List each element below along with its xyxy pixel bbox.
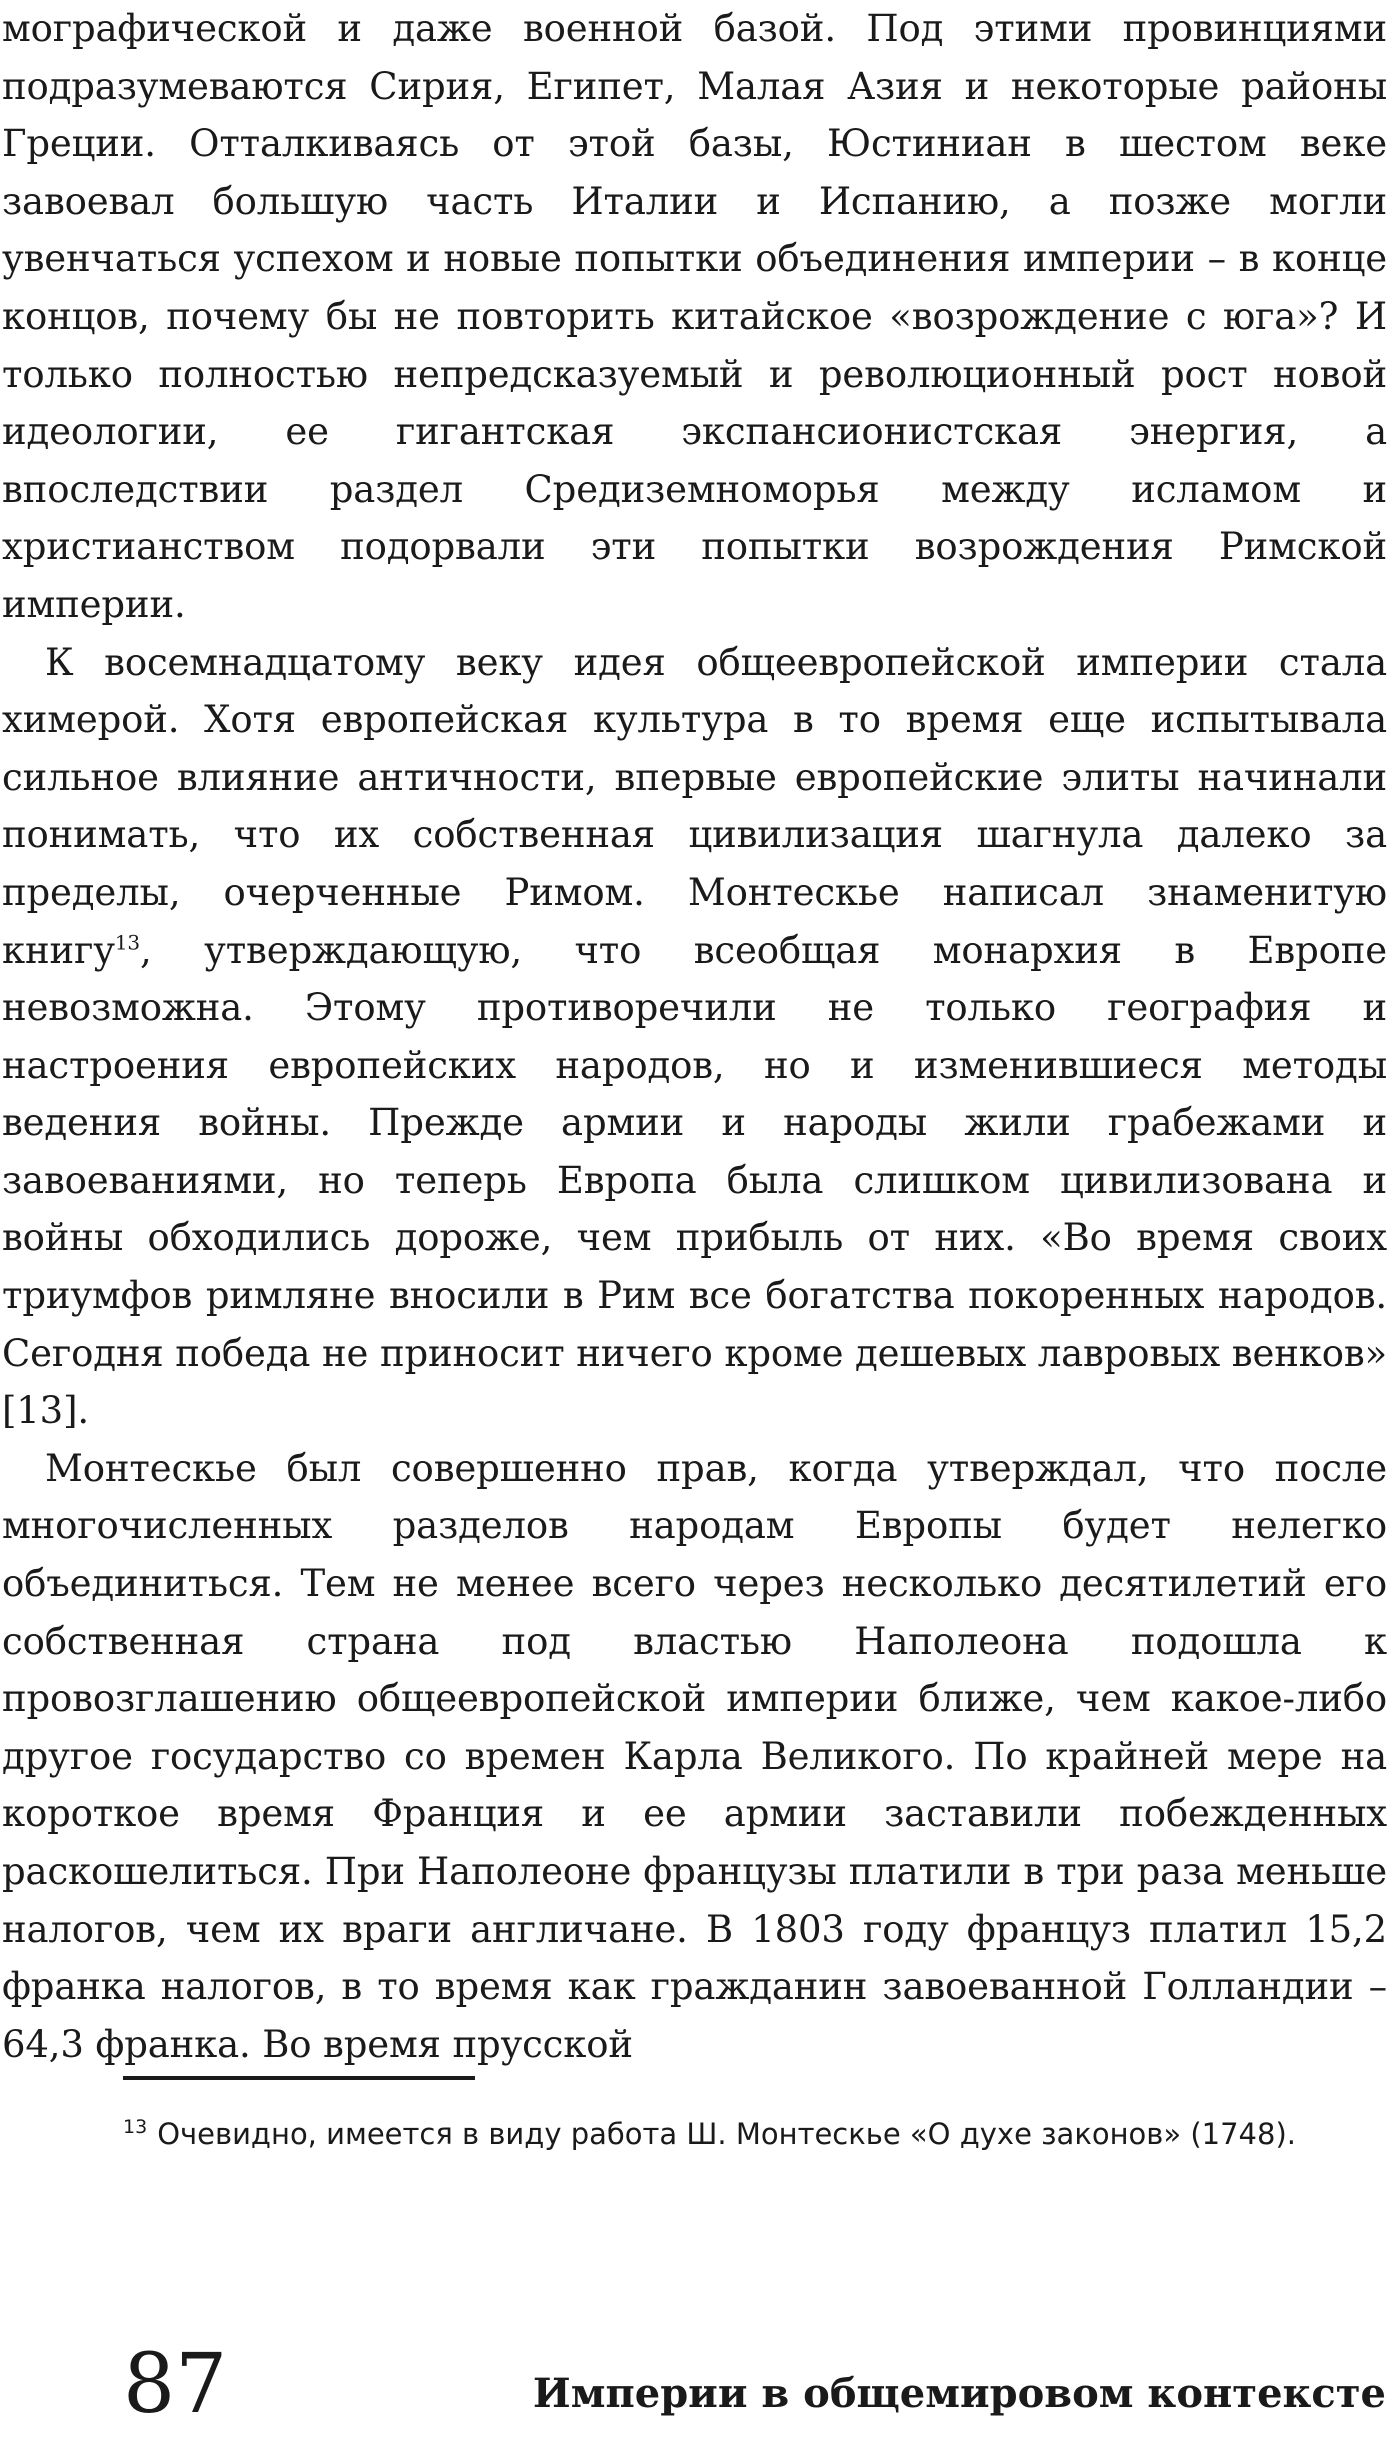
paragraph-continued: мографической и даже военной базой. Под этими провинциями подразумеваются Сирия, Египет, Малая Азия и некоторые районы Греции. Отталкиваясь от этой базы, Юстиниан в шестом веке завоевал большую часть Италии и Испанию, а позже могли увенчаться успехом и новые попытки объединения империи – в конце концов, почему бы не повторить китайское «возрождение с юга»? И только полностью непредсказуемый и революционный рост новой идеологии, ее гигантская экспансионистская энергия, а впоследствии раздел Средиземноморья между исламом и христианством подорвали эти попытки возрождения Римской империи. — [2, 7, 1387, 626]
running-title: Империи в общемировом контексте — [532, 2370, 1386, 2417]
footnote-reference-13[interactable]: 13 — [114, 930, 141, 955]
paragraph-napoleon: Монтескье был совершенно прав, когда утверждал, что после многочисленных разделов народам Европы будет нелегко объединиться. Тем не менее всего через несколько десятилетий его собственная страна под властью Наполеона подошла к провозглашению общеевропейской империи ближе, чем какое-либо другое государство со времен Карла Великого. По крайней мере на короткое время Франция и ее армии заставили побежденных раскошелиться. При Наполеоне французы платили в три раза меньше налогов, чем их враги англичане. В 1803 году француз платил 15,2 франка налогов, в то время как гражданин завоеванной Голландии – 64,3 франка. Во время прусской — [2, 1446, 1387, 2066]
paragraph-text-after-reference: , утверждающую, что всеобщая монархия в Европе невозможна. Этому противоречили не только география и настроения европейских народов, но и изменившиеся методы ведения войны. Прежде армии и народы жили грабежами и завоеваниями, но теперь Европа была слишком цивилизована и войны обходились дороже, чем прибыль от них. «Во время своих триумфов римляне вносили в Рим все богатства покоренных народов. Сегодня победа не приносит ничего кроме дешевых лавровых венков» [13]. — [2, 928, 1387, 1433]
footnote-13 — [123, 2108, 1386, 2160]
footnote-text: Очевидно, имеется в виду работа Ш. Монтескье «О духе законов» (1748). — [157, 2117, 1296, 2151]
page-number: 87 — [123, 2337, 228, 2432]
main-text — [2, 0, 1387, 2073]
footnote-number: 13 — [123, 2116, 148, 2139]
footnote-divider — [123, 2076, 475, 2080]
paragraph-montesquieu-intro — [2, 634, 1387, 1440]
paragraph-text-before-reference: К восемнадцатому веку идея общеевропейской империи стала химерой. Хотя европейская культура в то время еще испытывала сильное влияние античности, впервые европейские элиты начинали понимать, что их собственная цивилизация шагнула далеко за пределы, очерченные Римом. Монтескье написал знаменитую книгу — [2, 640, 1387, 972]
